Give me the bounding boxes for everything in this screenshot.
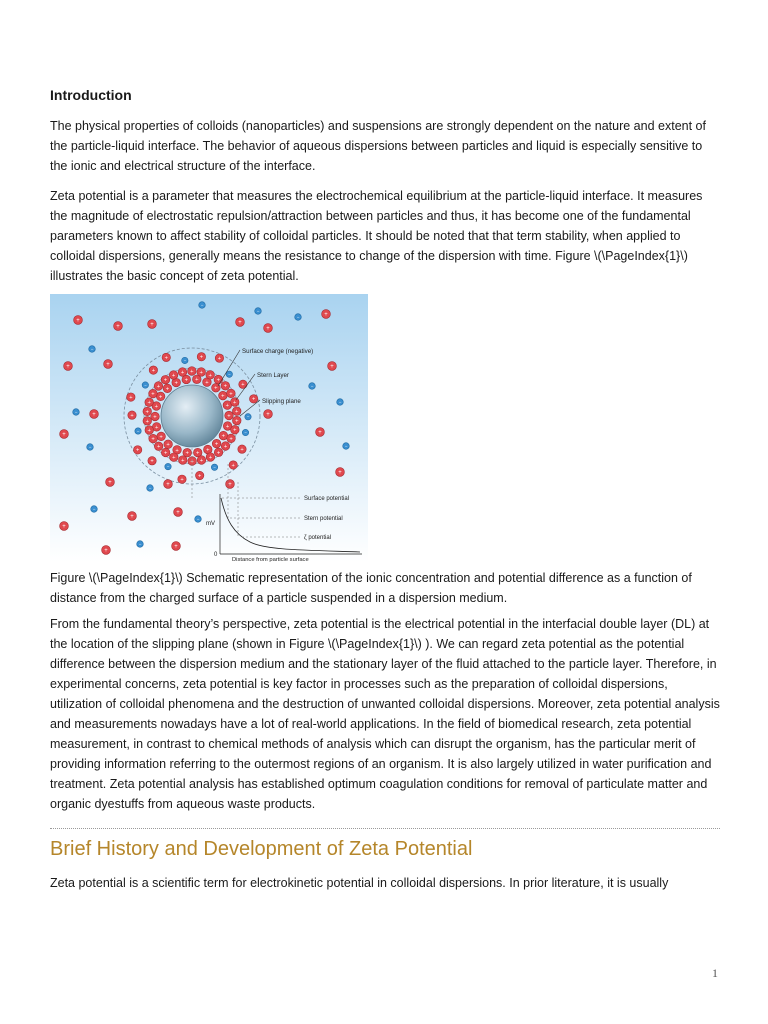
negative-ion-sign: −: [90, 346, 94, 352]
negative-ion-sign: −: [256, 308, 260, 314]
positive-ion-sign: +: [159, 434, 163, 441]
positive-ion-sign: +: [223, 383, 228, 390]
negative-ion-sign: −: [166, 464, 170, 470]
positive-ion-sign: +: [164, 355, 168, 362]
positive-ion-sign: +: [163, 377, 168, 384]
negative-ion-sign: −: [88, 444, 92, 450]
positive-ion-sign: +: [208, 454, 213, 461]
positive-ion-sign: +: [338, 469, 342, 476]
positive-ion-sign: +: [129, 394, 133, 401]
positive-ion-sign: +: [180, 369, 185, 376]
positive-ion-sign: +: [154, 403, 159, 410]
graph-y-axis-label: mV: [206, 521, 215, 527]
positive-ion-sign: +: [166, 442, 170, 449]
positive-ion-sign: +: [174, 543, 178, 550]
positive-ion-sign: +: [217, 356, 222, 363]
positive-ion-sign: +: [238, 319, 242, 326]
positive-ion-sign: +: [66, 363, 70, 370]
positive-ion-sign: +: [199, 369, 203, 376]
graph-origin-label: 0: [214, 552, 218, 558]
label-surface-potential: Surface potential: [304, 496, 350, 502]
negative-ion-sign: −: [246, 414, 250, 420]
negative-ion-sign: −: [144, 382, 147, 388]
positive-ion-sign: +: [104, 547, 108, 554]
positive-ion-sign: +: [240, 447, 244, 454]
positive-ion-sign: +: [266, 325, 270, 332]
positive-ion-sign: +: [318, 429, 322, 436]
negative-ion-sign: −: [92, 506, 96, 512]
section-heading-introduction: Introduction: [50, 87, 132, 103]
positive-ion-sign: +: [233, 399, 237, 406]
negative-ion-sign: −: [228, 371, 231, 377]
positive-ion-sign: +: [214, 441, 219, 448]
positive-ion-sign: +: [330, 363, 334, 370]
positive-ion-sign: +: [163, 450, 168, 457]
positive-ion-sign: +: [181, 457, 185, 464]
positive-ion-sign: +: [199, 457, 204, 464]
positive-ion-sign: +: [252, 396, 256, 403]
negative-ion-sign: −: [244, 429, 247, 435]
label-stern-layer: Stern Layer: [257, 372, 289, 379]
positive-ion-sign: +: [176, 509, 180, 516]
label-surface-charge: Surface charge (negative): [242, 348, 314, 355]
positive-ion-sign: +: [171, 372, 176, 379]
zeta-potential-diagram: [50, 294, 368, 562]
label-stern-potential: Stern potential: [304, 516, 343, 522]
negative-ion-sign: −: [148, 485, 152, 491]
positive-ion-sign: +: [225, 403, 230, 410]
positive-ion-sign: +: [62, 523, 66, 530]
label-slipping-plane: Slipping plane: [262, 398, 301, 405]
zeta-potential-figure: [50, 294, 368, 562]
positive-ion-sign: +: [221, 393, 225, 400]
positive-ion-sign: +: [166, 481, 170, 488]
figure-caption: Figure \(\PageIndex{1}\) Schematic representation of the ionic concentration and potential difference as a function of distance from the charged surface of a particle suspended in a dispersion medium.: [50, 571, 692, 605]
negative-ion-sign: −: [310, 383, 314, 389]
positive-ion-sign: +: [235, 418, 239, 425]
positive-ion-sign: +: [147, 427, 151, 434]
positive-ion-sign: +: [151, 391, 155, 398]
section-heading-history: Brief History and Development of Zeta Potential: [50, 838, 473, 860]
positive-ion-sign: +: [195, 377, 199, 384]
positive-ion-sign: +: [158, 394, 163, 401]
positive-ion-sign: +: [150, 458, 154, 465]
positive-ion-sign: +: [76, 317, 80, 324]
positive-ion-sign: +: [175, 447, 179, 454]
negative-ion-sign: −: [338, 399, 342, 405]
label-zeta-potential: ζ potential: [304, 535, 331, 541]
positive-ion-sign: +: [136, 447, 140, 454]
negative-ion-sign: −: [74, 409, 78, 415]
positive-ion-sign: +: [216, 377, 221, 384]
positive-ion-sign: +: [233, 427, 237, 434]
negative-ion-sign: −: [138, 541, 142, 547]
positive-ion-sign: +: [180, 477, 184, 484]
positive-ion-sign: +: [147, 400, 151, 407]
positive-ion-sign: +: [324, 311, 328, 318]
paragraph-theory: From the fundamental theory’s perspective, zeta potential is the electrical potential in the interfacial double layer (DL) at the location of the slipping plane (shown in Figure \(\PageIndex{1}\) ). We can regard zeta potential as the potential difference between the dispersion medium and the stationary layer of the fluid attached to the particle layer. Therefore, in experimental concerns, zeta potential is key factor in processes such as the preparation of colloidal dispersions, utilization of colloidal phenomena and the destruction of unwanted colloidal dispersions. Moreover, zeta potential analysis and measurements nowadays have a lot of real-world applications. In the field of biomedical research, zeta potential measurement, in contrast to chemical methods of analysis which can disrupt the organism, has the particular merit of providing information referring to the outermost regions of an organism. It is also largely utilized in water purification and treatment. Zeta potential analysis has established optimum coagulation conditions for removal of particulate matter and organic dyestuffs from aqueous waste products.: [50, 617, 720, 811]
negative-ion-sign: −: [213, 464, 216, 470]
page-number: 1: [712, 966, 718, 980]
positive-ion-sign: +: [205, 380, 209, 387]
positive-ion-sign: +: [199, 354, 204, 361]
positive-ion-sign: +: [190, 368, 194, 375]
positive-ion-sign: +: [172, 455, 176, 462]
paragraph-intro-2: Zeta potential is a parameter that measures the electrochemical equilibrium at the particle-liquid interface. It measures the magnitude of electrostatic repulsion/attraction between particles and thus, it has become one of the fundamental parameters known to affect stability of colloidal particles. It should be noted that that term stability, when applied to colloidal dispersions, generally means the resistance to change of the dispersion with time. Figure \(\PageIndex{1}\) illustrates the basic concept of zeta potential.: [50, 189, 703, 283]
positive-ion-sign: +: [206, 447, 210, 454]
positive-ion-sign: +: [229, 436, 233, 443]
positive-ion-sign: +: [150, 321, 154, 328]
positive-ion-sign: +: [196, 450, 200, 457]
positive-ion-sign: +: [223, 443, 228, 450]
graph-x-axis-label: Distance from particle surface: [232, 557, 309, 562]
negative-ion-sign: −: [196, 516, 200, 522]
negative-ion-sign: −: [296, 314, 300, 320]
positive-ion-sign: +: [108, 479, 112, 486]
section-divider: [50, 828, 720, 829]
positive-ion-sign: +: [241, 382, 245, 389]
positive-ion-sign: +: [62, 431, 66, 438]
positive-ion-sign: +: [116, 323, 120, 330]
positive-ion-sign: +: [231, 462, 235, 469]
positive-ion-sign: +: [225, 423, 230, 430]
positive-ion-sign: +: [221, 433, 226, 440]
negative-ion-sign: −: [183, 357, 187, 363]
positive-ion-sign: +: [198, 473, 202, 480]
positive-ion-sign: +: [106, 361, 110, 368]
positive-ion-sign: +: [156, 383, 161, 390]
negative-ion-sign: −: [344, 443, 348, 449]
negative-ion-sign: −: [200, 302, 204, 308]
paragraph-intro-1: The physical properties of colloids (nanoparticles) and suspensions are strongly dependent on the nature and extent of the particle-liquid interface. The behavior of aqueous dispersions between particles and liquid is especially sensitive to the ionic and electrical structure of the interface.: [50, 119, 706, 173]
positive-ion-sign: +: [208, 372, 212, 379]
positive-ion-sign: +: [145, 418, 149, 425]
positive-ion-sign: +: [214, 385, 218, 392]
positive-ion-sign: +: [151, 436, 155, 443]
paragraph-history-1: Zeta potential is a scientific term for electrokinetic potential in colloidal dispersions. In prior literature, it is usually: [50, 876, 669, 890]
positive-ion-sign: +: [216, 450, 221, 457]
positive-ion-sign: +: [235, 409, 239, 416]
positive-ion-sign: +: [145, 409, 149, 416]
positive-ion-sign: +: [190, 458, 194, 465]
positive-ion-sign: +: [165, 386, 170, 393]
positive-ion-sign: +: [185, 450, 189, 457]
negative-ion-sign: −: [136, 428, 140, 434]
positive-ion-sign: +: [174, 380, 178, 387]
positive-ion-sign: +: [153, 414, 157, 421]
positive-ion-sign: +: [154, 424, 159, 431]
particle-core: [158, 385, 223, 447]
positive-ion-sign: +: [130, 413, 134, 420]
positive-ion-sign: +: [130, 513, 134, 520]
positive-ion-sign: +: [229, 391, 233, 398]
positive-ion-sign: +: [266, 411, 270, 418]
positive-ion-sign: +: [227, 413, 231, 420]
positive-ion-sign: +: [92, 411, 96, 418]
positive-ion-sign: +: [228, 481, 232, 488]
positive-ion-sign: +: [184, 377, 188, 384]
positive-ion-sign: +: [156, 444, 161, 451]
positive-ion-sign: +: [151, 367, 156, 374]
